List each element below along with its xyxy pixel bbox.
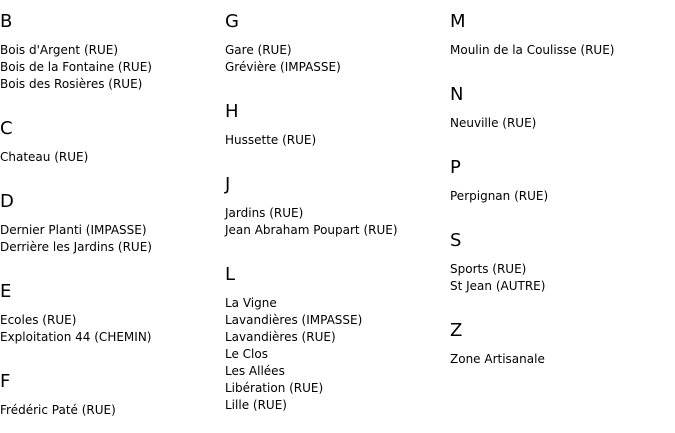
letter-group-b xyxy=(0,0,220,93)
street-list xyxy=(450,188,670,205)
street-item[interactable]: La Vigne xyxy=(225,296,277,310)
letter-group-e xyxy=(0,270,220,346)
street-column-3 xyxy=(450,0,670,382)
street-item[interactable]: Exploitation 44 (CHEMIN) xyxy=(0,330,152,344)
street-list xyxy=(0,149,220,166)
street-list xyxy=(225,205,445,239)
street-item[interactable]: Lavandières (RUE) xyxy=(225,330,336,344)
street-item[interactable]: Grévière (IMPASSE) xyxy=(225,60,341,74)
letter-group-z xyxy=(450,309,670,368)
letter-group-n xyxy=(450,73,670,132)
street-item[interactable]: Frédéric Paté (RUE) xyxy=(0,403,116,417)
street-list xyxy=(0,312,220,346)
letter-group-g xyxy=(225,0,445,76)
letter-heading: M xyxy=(450,11,466,32)
street-item[interactable]: Zone Artisanale xyxy=(450,352,545,366)
street-item[interactable]: Gare (RUE) xyxy=(225,43,292,57)
street-list xyxy=(450,351,670,368)
street-item[interactable]: St Jean (AUTRE) xyxy=(450,279,546,293)
letter-heading: Z xyxy=(450,320,463,341)
street-item[interactable]: Moulin de la Coulisse (RUE) xyxy=(450,43,615,57)
street-item[interactable]: Neuville (RUE) xyxy=(450,116,537,130)
letter-group-f xyxy=(0,360,220,419)
street-list xyxy=(0,222,220,256)
street-item[interactable]: Ecoles (RUE) xyxy=(0,313,77,327)
letter-group-c xyxy=(0,107,220,166)
letter-group-p xyxy=(450,146,670,205)
street-list xyxy=(225,132,445,149)
street-item[interactable]: Jean Abraham Poupart (RUE) xyxy=(225,223,398,237)
street-item[interactable]: Lavandières (IMPASSE) xyxy=(225,313,363,327)
letter-group-h xyxy=(225,90,445,149)
letter-group-d xyxy=(0,180,220,256)
letter-heading: C xyxy=(0,118,13,139)
letter-group-m xyxy=(450,0,670,59)
street-column-1 xyxy=(0,0,220,433)
street-item[interactable]: Chateau (RUE) xyxy=(0,150,89,164)
letter-heading: H xyxy=(225,101,239,122)
street-item[interactable]: Le Clos xyxy=(225,347,268,361)
street-item[interactable]: Bois d'Argent (RUE) xyxy=(0,43,119,57)
street-item[interactable]: Les Allées xyxy=(225,364,285,378)
street-item[interactable]: Bois des Rosières (RUE) xyxy=(0,77,143,91)
letter-heading: L xyxy=(225,264,236,285)
street-item[interactable]: Sports (RUE) xyxy=(450,262,527,276)
street-list xyxy=(450,115,670,132)
street-item[interactable]: Lille (RUE) xyxy=(225,398,287,412)
letter-heading: P xyxy=(450,157,461,178)
letter-heading: B xyxy=(0,11,13,32)
letter-heading: J xyxy=(225,174,231,195)
letter-group-l xyxy=(225,253,445,414)
letter-heading: G xyxy=(225,11,239,32)
street-item[interactable]: Dernier Planti (IMPASSE) xyxy=(0,223,147,237)
street-item[interactable]: Libération (RUE) xyxy=(225,381,324,395)
street-item[interactable]: Jardins (RUE) xyxy=(225,206,304,220)
street-item[interactable]: Bois de la Fontaine (RUE) xyxy=(0,60,152,74)
letter-heading: S xyxy=(450,230,462,251)
letter-group-j xyxy=(225,163,445,239)
street-list xyxy=(450,261,670,295)
letter-group-s xyxy=(450,219,670,295)
letter-heading: N xyxy=(450,84,464,105)
street-list xyxy=(450,42,670,59)
street-item[interactable]: Derrière les Jardins (RUE) xyxy=(0,240,152,254)
street-list xyxy=(225,42,445,76)
letter-heading: E xyxy=(0,281,12,302)
street-list xyxy=(225,295,445,414)
street-list xyxy=(0,42,220,93)
street-item[interactable]: Hussette (RUE) xyxy=(225,133,317,147)
letter-heading: D xyxy=(0,191,14,212)
street-list xyxy=(0,402,220,419)
street-item[interactable]: Perpignan (RUE) xyxy=(450,189,549,203)
letter-heading: F xyxy=(0,371,11,392)
street-column-2 xyxy=(225,0,445,428)
